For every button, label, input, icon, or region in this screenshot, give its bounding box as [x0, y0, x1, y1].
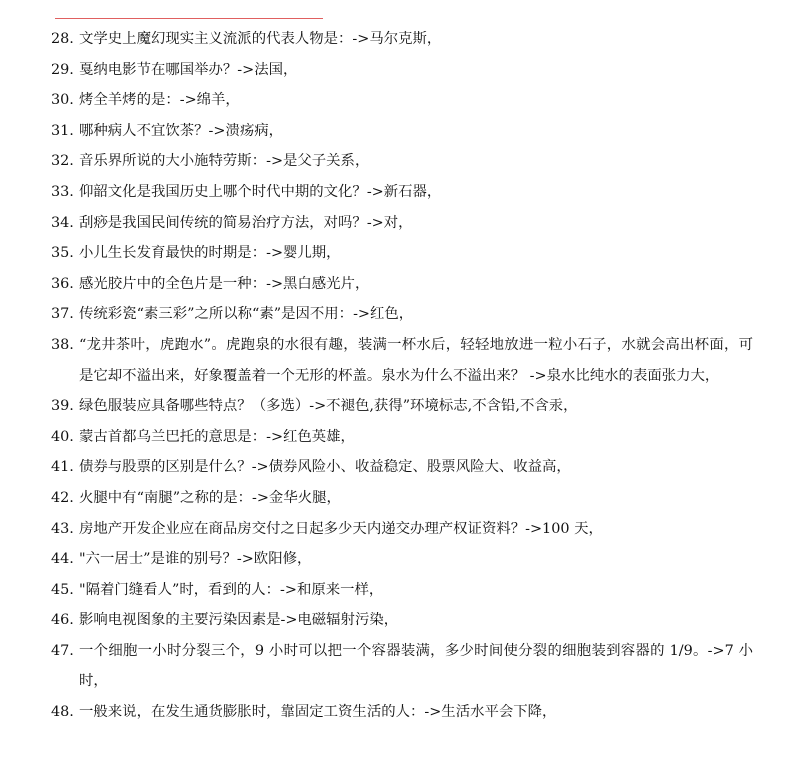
- question-43: [0, 514, 792, 545]
- question-number: 46.: [51, 612, 74, 629]
- question-text: 火腿中有“南腿”之称的是：->金华火腿，: [79, 489, 341, 506]
- question-number: 34.: [51, 214, 74, 231]
- question-number: 35.: [51, 245, 74, 262]
- question-33: [0, 177, 792, 208]
- question-36: [0, 269, 792, 300]
- question-40: [0, 422, 792, 453]
- question-number: 40.: [51, 428, 74, 445]
- question-text: 房地产开发企业应在商品房交付之日起多少天内递交办理产权证资料？->100 天，: [79, 520, 603, 537]
- question-28: [0, 24, 792, 55]
- question-text: 烤全羊烤的是：->绵羊，: [79, 92, 240, 109]
- question-39: [0, 391, 792, 422]
- question-44: [0, 544, 792, 575]
- question-number: 32.: [51, 153, 74, 170]
- question-32: [0, 146, 792, 177]
- question-number: 48.: [51, 704, 74, 721]
- question-41: [0, 452, 792, 483]
- question-29: [0, 55, 792, 86]
- question-number: 33.: [51, 183, 74, 200]
- question-number: 38.: [51, 336, 74, 353]
- question-text: 传统彩瓷“素三彩”之所以称“素”是因不用：->红色，: [79, 306, 414, 323]
- question-number: 30.: [51, 92, 74, 109]
- question-31: [0, 116, 792, 147]
- question-text: 债券与股票的区别是什么？->债券风险小、收益稳定、股票风险大、收益高，: [79, 459, 571, 476]
- question-text: "隔着门缝看人”时，看到的人：->和原来一样，: [79, 581, 384, 598]
- question-number: 42.: [51, 489, 74, 506]
- question-number: 29.: [51, 61, 74, 78]
- question-number: 44.: [51, 551, 74, 568]
- question-text: 一般来说，在发生通货膨胀时，靠固定工资生活的人：->生活水平会下降，: [79, 704, 557, 721]
- question-text: 小儿生长发育最快的时期是：->婴儿期，: [79, 245, 341, 262]
- question-text: 哪种病人不宜饮茶？->溃疡病，: [79, 122, 283, 139]
- question-text: 文学史上魔幻现实主义流派的代表人物是：->马尔克斯，: [79, 31, 442, 47]
- question-number: 39.: [51, 398, 74, 415]
- question-number: 28.: [51, 31, 74, 47]
- question-text: 戛纳电影节在哪国举办？->法国，: [79, 61, 298, 78]
- question-37: [0, 299, 792, 330]
- question-number: 36.: [51, 275, 74, 292]
- question-46: [0, 605, 792, 636]
- question-text: "六一居士”是谁的别号？->欧阳修，: [79, 551, 312, 568]
- question-number: 43.: [51, 520, 74, 537]
- question-text: 仰韶文化是我国历史上哪个时代中期的文化？->新石器，: [79, 183, 442, 200]
- question-text: 影响电视图象的主要污染因素是->电磁辐射污染，: [79, 612, 399, 629]
- question-47: [0, 636, 792, 697]
- question-34: [0, 208, 792, 239]
- question-35: [0, 238, 792, 269]
- header-rule: [55, 18, 323, 19]
- question-text: 一个细胞一小时分裂三个，9 小时可以把一个容器装满，多少时间使分裂的细胞装到容器的 1/9。->7 小时，: [79, 642, 753, 690]
- question-text: 刮痧是我国民间传统的简易治疗方法，对吗？->对，: [79, 214, 413, 231]
- question-number: 47.: [51, 642, 74, 659]
- question-text: “龙井茶叶，虎跑水”。虎跑泉的水很有趣，装满一杯水后，轻轻地放进一粒小石子，水就会高出杯面，可是它却不溢出来，好象覆盖着一个无形的杯盖。泉水为什么不溢出来？ ->泉水比纯水的表面张力大，: [79, 336, 753, 384]
- question-45: [0, 575, 792, 606]
- question-text: 音乐界所说的大小施特劳斯：->是父子关系，: [79, 153, 370, 170]
- question-48: [0, 697, 792, 728]
- question-number: 31.: [51, 122, 74, 139]
- question-number: 41.: [51, 459, 74, 476]
- question-30: [0, 85, 792, 116]
- question-number: 45.: [51, 581, 74, 598]
- question-42: [0, 483, 792, 514]
- question-text: 感光胶片中的全色片是一种：->黑白感光片，: [79, 275, 370, 292]
- document-body: [0, 24, 792, 728]
- question-number: 37.: [51, 306, 74, 323]
- question-text: 蒙古首都乌兰巴托的意思是：->红色英雄，: [79, 428, 355, 445]
- question-text: 绿色服装应具备哪些特点？（多选）->不褪色,获得”环境标志,不含铅,不含汞，: [79, 398, 578, 415]
- question-38: [0, 330, 792, 391]
